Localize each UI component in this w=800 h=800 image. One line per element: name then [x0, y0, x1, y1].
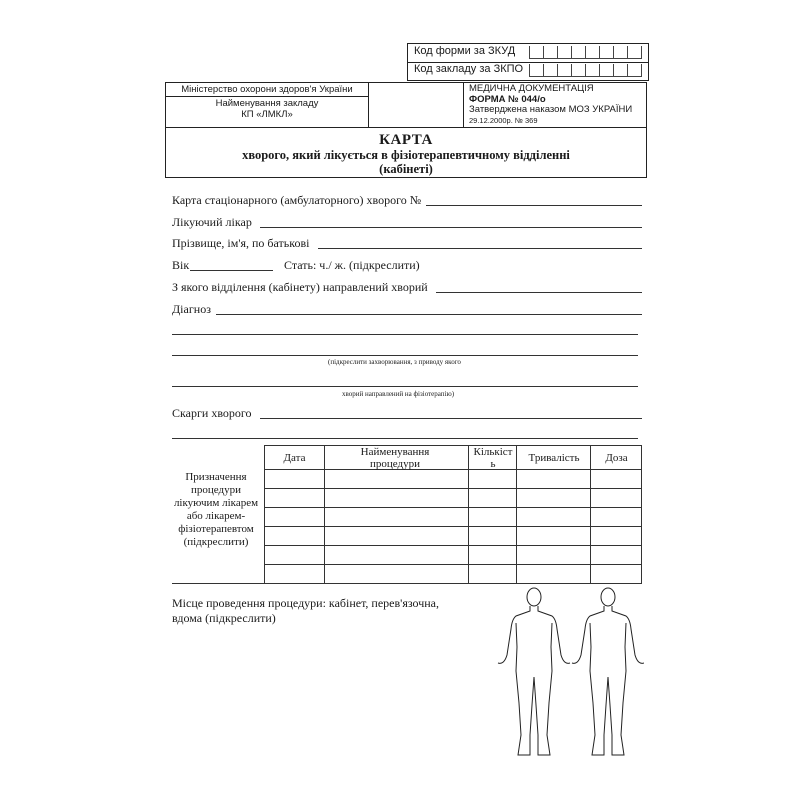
doctor-label: Лікуючий лікар — [172, 215, 252, 229]
department-label: З якого відділення (кабінету) направлений хворий — [172, 280, 428, 294]
zkpo-cells[interactable] — [529, 64, 642, 77]
zkud-cells[interactable] — [529, 46, 642, 59]
table-side-label: Призначення процедури лікуючим лікарем або лікарем-фізіотерапевтом (підкреслити) — [173, 471, 259, 548]
body-back-icon — [572, 588, 644, 755]
body-diagram[interactable] — [494, 585, 644, 760]
card-number-line[interactable] — [426, 205, 642, 206]
sex-label: Стать: ч./ ж. (підкреслити) — [284, 258, 420, 272]
zkpo-label: Код закладу за ЗКПО — [414, 63, 524, 75]
diagnosis-line-4[interactable] — [172, 386, 638, 387]
form-codes-box — [407, 43, 649, 81]
full-name-line[interactable] — [318, 248, 642, 249]
institution-block — [166, 97, 369, 127]
col-duration: Тривалість — [528, 452, 580, 464]
title-line-2: (кабінеті) — [379, 162, 433, 176]
diagnosis-note-2: хворий направлений на фізіотерапію) — [342, 390, 455, 398]
procedures-table — [264, 445, 644, 585]
col-procedure: Найменування процедури — [360, 446, 430, 470]
zkpo-row — [408, 62, 648, 80]
ministry-name: Міністерство охорони здоров'я України — [166, 83, 369, 97]
page-title: КАРТА — [379, 132, 433, 148]
form-number: ФОРМА № 044/о — [469, 93, 546, 105]
col-date: Дата — [283, 452, 306, 464]
col-quantity: Кількість — [473, 446, 513, 470]
card-number-label: Карта стаціонарного (амбулаторного) хворого № — [172, 193, 422, 207]
age-line[interactable] — [190, 270, 273, 271]
zkud-label: Код форми за ЗКУД — [414, 45, 516, 57]
diagnosis-line-1[interactable] — [216, 314, 642, 315]
diagnosis-label: Діагноз — [172, 302, 211, 316]
form-header — [165, 82, 647, 178]
diagnosis-line-3[interactable] — [172, 355, 638, 356]
institution-label: Найменування закладу — [215, 98, 319, 109]
complaints-label: Скарги хворого — [172, 406, 252, 420]
age-label: Вік — [172, 258, 190, 272]
complaints-line-2[interactable] — [172, 438, 638, 439]
form-info — [464, 83, 646, 127]
col-dose: Доза — [605, 452, 628, 464]
doctor-line[interactable] — [260, 227, 642, 228]
institution-name: КП «ЛМКЛ» — [241, 109, 293, 120]
approved-label: Затверджена наказом МОЗ УКРАЇНИ — [469, 104, 633, 115]
diagnosis-note-1: (підкреслити захворювання, з приводу якого — [328, 358, 461, 366]
title-line-1: хворого, який лікується в фізіотерапевтичному відділенні — [242, 148, 570, 162]
body-front-icon — [498, 588, 570, 755]
procedure-place: Місце проведення процедури: кабінет, перев'язочна, вдома (підкреслити) — [172, 596, 439, 625]
order-date: 29.12.2000р. № 369 — [469, 115, 538, 125]
complaints-line-1[interactable] — [260, 418, 642, 419]
stamp-area — [369, 83, 464, 127]
diagnosis-line-2[interactable] — [172, 334, 638, 335]
department-line[interactable] — [436, 292, 642, 293]
title-block — [166, 127, 646, 177]
full-name-label: Прізвище, ім'я, по батькові — [172, 236, 310, 250]
med-doc-label: МЕДИЧНА ДОКУМЕНТАЦІЯ — [469, 83, 594, 94]
zkud-row — [408, 44, 648, 63]
